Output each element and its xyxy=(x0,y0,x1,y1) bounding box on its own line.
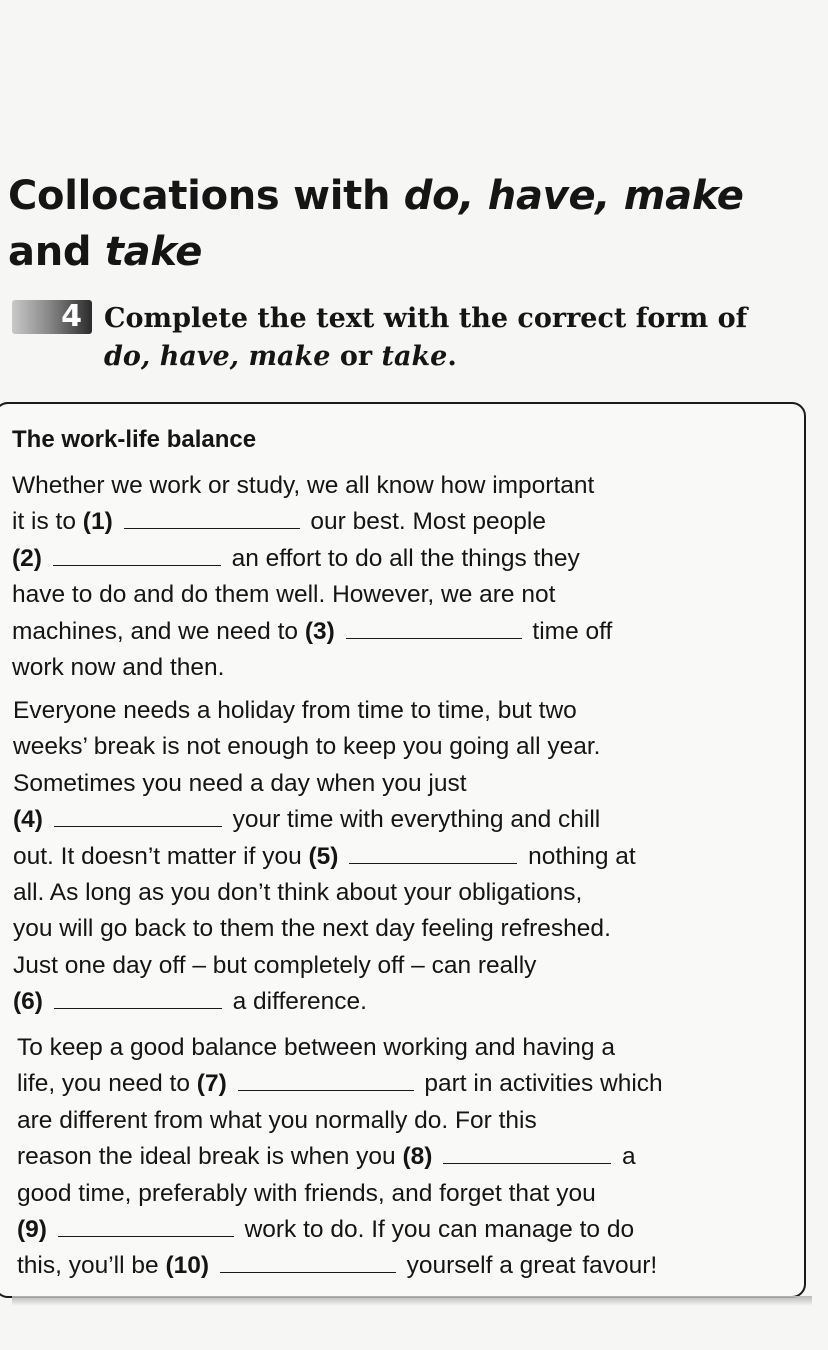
text-box-title: The work-life balance xyxy=(12,426,257,453)
text-fragment: out. It doesn’t matter if you xyxy=(13,842,309,870)
gap-number-5: (5) xyxy=(308,842,339,870)
text-fragment: nothing at xyxy=(528,842,636,870)
gap-7-blank[interactable] xyxy=(238,1089,414,1091)
gap-number-10: (10) xyxy=(165,1252,210,1280)
gap-8-blank[interactable] xyxy=(443,1162,611,1164)
text-fragment: part in activities which xyxy=(424,1070,663,1098)
text-fragment: our best. Most people xyxy=(310,508,546,536)
gap-number-4: (4) xyxy=(13,806,43,834)
text-fragment: work to do. If you can manage to do xyxy=(244,1216,635,1244)
title-text: Collocations with xyxy=(8,173,404,219)
paragraph-3 xyxy=(17,1030,807,1285)
gap-6-blank[interactable] xyxy=(54,1007,222,1009)
page-title xyxy=(8,168,808,280)
gap-number-2: (2) xyxy=(12,544,42,572)
text-fragment: yourself a great favour! xyxy=(406,1252,658,1280)
gap-3-blank[interactable] xyxy=(346,637,522,639)
gap-10-blank[interactable] xyxy=(220,1271,396,1273)
text-fragment: a difference. xyxy=(232,988,367,1016)
text-line: have to do and do them well. However, we are not xyxy=(12,581,556,609)
gap-2-blank[interactable] xyxy=(53,564,221,566)
gap-number-7: (7) xyxy=(196,1070,227,1098)
instruction-verbs: do, have, make xyxy=(104,341,331,372)
text-fragment: this, you’ll be xyxy=(17,1252,166,1280)
text-fragment: an effort to do all the things they xyxy=(231,544,580,572)
gap-number-1: (1) xyxy=(82,508,113,536)
text-line: all. As long as you don’t think about your obligations, xyxy=(13,879,583,907)
text-fragment: life, you need to xyxy=(17,1070,197,1098)
instruction-line: Complete the text with the correct form of xyxy=(104,303,748,334)
title-verbs: do, have, make xyxy=(403,173,744,219)
text-fragment: your time with everything and chill xyxy=(232,806,601,834)
text-line: Everyone needs a holiday from time to time, but two xyxy=(13,697,577,724)
text-line: weeks’ break is not enough to keep you going all year. xyxy=(13,733,601,761)
exercise-instruction xyxy=(104,300,804,376)
gap-number-8: (8) xyxy=(402,1143,433,1171)
text-line: Whether we work or study, we all know how important xyxy=(12,472,595,499)
instruction-text: or xyxy=(330,341,382,372)
paragraph-2 xyxy=(13,693,803,1021)
gap-5-blank[interactable] xyxy=(349,862,517,864)
text-fragment: machines, and we need to xyxy=(12,617,305,645)
instruction-verb: take xyxy=(381,341,448,372)
exercise-number-badge xyxy=(12,300,92,334)
gap-4-blank[interactable] xyxy=(54,825,222,827)
text-line: To keep a good balance between working and having a xyxy=(17,1034,615,1061)
text-line: good time, preferably with friends, and forget that you xyxy=(17,1179,596,1207)
exercise-number: 4 xyxy=(61,299,82,334)
instruction-text: . xyxy=(447,341,457,372)
paragraph-1 xyxy=(12,468,802,686)
gap-9-blank[interactable] xyxy=(58,1235,234,1237)
text-line: are different from what you normally do. For this xyxy=(17,1106,537,1134)
gap-number-6: (6) xyxy=(13,988,43,1016)
gap-1-blank[interactable] xyxy=(124,527,300,529)
text-line: Sometimes you need a day when you just xyxy=(13,769,467,797)
text-line: work now and then. xyxy=(12,654,225,682)
text-fragment: a xyxy=(622,1143,636,1171)
text-line: you will go back to them the next day feeling refreshed. xyxy=(13,915,611,943)
title-text: and xyxy=(8,229,105,275)
gap-number-9: (9) xyxy=(17,1216,47,1244)
text-fragment: it is to xyxy=(12,508,83,536)
title-verb: take xyxy=(104,229,203,275)
gap-number-3: (3) xyxy=(304,617,335,645)
text-fragment: time off xyxy=(532,617,613,645)
text-fragment: reason the ideal break is when you xyxy=(17,1143,403,1171)
text-line: Just one day off – but completely off – can really xyxy=(13,951,537,979)
text-box-shadow xyxy=(12,1296,812,1306)
